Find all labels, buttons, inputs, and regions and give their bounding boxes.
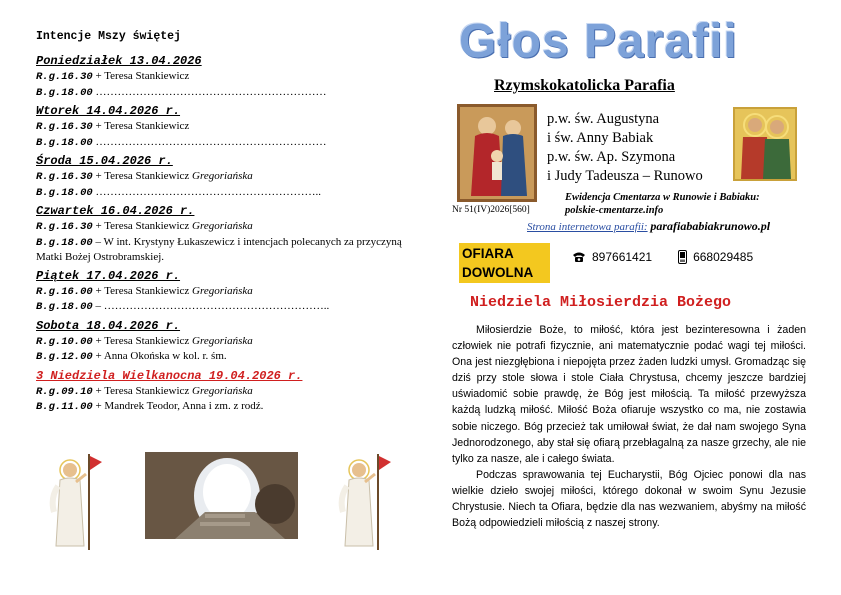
article-paragraph: Miłosierdzie Boże, to miłość, która jest bezinteresowna i żaden człowiek nie potrafi fizycznie, ani matematycznie podać wagi tej miłości. Ona jest niezgłębiona i niepojęta przez żaden ludzki umysł. Gromadząc się dziś przy stole słowa i stole Ciała Chrystusa, chcemy jeszcze bardziej uświadomić sobie prawdę, że Bóg jest miłością. Ta miłość przewyższa każdą ludzką miłość. Miłość Boża ofiaruje wszystko co ma, nie zostawia sobie niczego. Bóg przecież tak umiłował świat, że dał nam swojego Syna Jednorodzonego, aby stał się ofiarą przebłagalną za nasze grzechy, ale nie tylko za nasze, ale i całego świata. [452,324,806,465]
intention-row [36,119,406,135]
mass-time: B.g.11.00 [36,401,93,413]
saint-anne-painting [457,104,537,202]
risen-christ-left-image [46,452,104,552]
dedication-line: i św. Anny Babiak [547,130,654,146]
mass-intentions [36,30,406,418]
intention-text: ……………………………………………………… [95,85,327,98]
cemetery-record [565,191,760,217]
cemetery-line: Ewidencja Cmentarza w Runowie i Babiaku: [565,192,760,203]
parish-subtitle: Rzymskokatolicka Parafia [494,77,675,94]
article-paragraph: Podczas sprawowania tej Eucharystii, Bóg Ojciec ponowi dla nas wielkie dzieło swojej miłości, którego dokonał w swoim Synu Jezusie Chrystusie. Niech ta Ofiara, będzie dla nas wezwaniem, abyśmy na miłość Bożą odpowiedzieli miłością z naszej strony. [452,468,806,530]
mass-time: B.g.18.00 [36,136,93,149]
apostles-painting [733,107,797,181]
mass-time: B.g.18.00 [36,186,93,199]
sunday-heading: Niedziela Miłosierdzia Bożego [470,294,732,311]
intention-text: – W int. Krystyny Łukaszewicz i intencjach polecanych za przyczyną Matki Bożej Ostrobramskiej. [36,235,402,263]
intention-row [36,334,406,350]
mass-time: R.g.16.30 [36,121,93,133]
website-url[interactable]: parafiababiakrunowo.pl [650,219,771,233]
intention-row [36,384,406,400]
day-block [36,103,406,150]
parish-website [527,219,770,234]
intention-text: + Teresa Stankiewicz [95,384,193,397]
intention-text: + Mandrek Teodor, Anna i zm. z rodź. [95,400,264,412]
day-block [36,53,406,100]
mass-time: R.g.16.00 [36,285,93,298]
offer-line: OFIARA [462,246,514,261]
day-title: Środa 15.04.2026 r. [36,154,173,168]
intention-text: + Teresa Stankiewicz [95,170,193,182]
website-label: Strona internetowa parafii: [527,221,648,233]
intention-row [36,399,406,415]
offering-badge [459,243,550,283]
intention-note: Gregoriańska [192,284,253,297]
contact-phones [572,250,753,264]
mass-time: R.g.09.10 [36,385,93,398]
intention-row [36,235,406,265]
intention-text: + Teresa Stankiewicz [95,334,193,347]
intention-note: Gregoriańska [192,384,253,397]
intention-row [36,219,406,235]
intention-row [36,135,406,151]
intention-note: Gregoriańska [192,220,253,232]
intention-row [36,349,406,365]
telephone-icon [572,251,586,263]
intention-note: Gregoriańska [192,334,253,347]
dedication-line: i Judy Tadeusza – Runowo [547,168,703,184]
intention-text: + Teresa Stankiewicz [95,120,190,132]
newsletter-title: Głos Parafii [459,15,738,68]
mass-time: B.g.18.00 [36,236,93,249]
intention-text: – …………………………………………………….. [95,300,330,312]
intention-row [36,299,406,315]
landline-number[interactable]: 897661421 [592,250,653,264]
dedication-line: p.w. św. Augustyna [547,111,660,127]
mobile-number[interactable]: 668029485 [693,250,754,264]
intention-row [36,284,406,300]
mass-time: B.g.18.00 [36,86,93,99]
day-title: Piątek 17.04.2026 r. [36,268,181,283]
mass-time: R.g.10.00 [36,335,93,348]
intention-text: …………………………………………………….. [95,185,321,198]
cemetery-link[interactable]: polskie-cmentarze.info [565,205,664,216]
intention-text: + Teresa Stankiewicz [95,70,190,82]
day-title: 3 Niedziela Wielkanocna 19.04.2026 r. [36,368,303,383]
day-title: Sobota 18.04.2026 r. [36,318,181,333]
empty-tomb-image [145,452,298,539]
dedication-line: p.w. św. Ap. Szymona [547,149,676,165]
mass-time: R.g.16.30 [36,171,93,183]
intention-text: + Teresa Stankiewicz [95,220,193,232]
day-block [36,203,406,265]
day-title: Czwartek 16.04.2026 r. [36,204,195,218]
intention-note: Gregoriańska [192,170,253,182]
mass-time: B.g.12.00 [36,351,93,363]
mass-time: B.g.18.00 [36,301,93,313]
parish-dedication [547,110,703,186]
day-block [36,368,406,415]
intentions-heading: Intencje Mszy świętej [36,30,181,43]
mobile-phone-icon [678,250,687,264]
day-block [36,153,406,200]
intention-row [36,169,406,185]
day-block [36,268,406,315]
mass-time: R.g.16.30 [36,221,93,233]
mass-time: R.g.16.30 [36,71,93,83]
intention-row [36,185,406,201]
risen-christ-right-image [335,452,393,552]
intention-row [36,85,406,101]
intention-text: + Teresa Stankiewicz [95,284,193,297]
intention-text: + Anna Okońska w kol. r. śm. [95,350,227,362]
article-body [452,322,806,531]
days-list [36,53,406,415]
offer-line: DOWOLNA [462,265,534,280]
issue-number: Nr 51(IV)2026[560] [452,205,530,215]
day-title: Wtorek 14.04.2026 r. [36,104,181,118]
intention-text: ……………………………………………………… [95,135,327,148]
intention-row [36,69,406,85]
day-title: Poniedziałek 13.04.2026 [36,54,202,68]
day-block [36,318,406,365]
